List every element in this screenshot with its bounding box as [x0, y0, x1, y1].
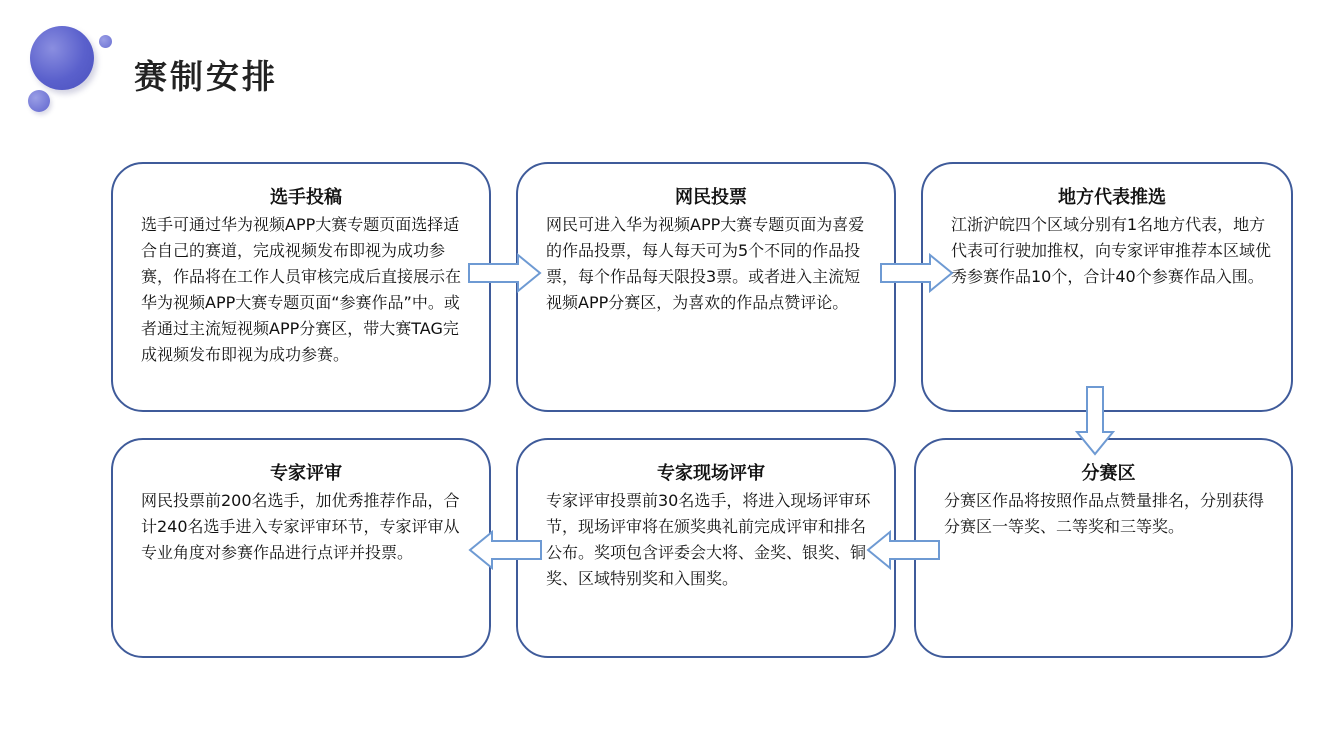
step-description: 选手可通过华为视频APP大赛专题页面选择适合自己的赛道，完成视频发布即视为成功参赛，作品将在工作人员审核完成后直接展示在华为视频APP大赛专题页面“参赛作品”中。或者通过主流短视频APP分赛区，带大赛TAG完成视频发布即视为成功参赛。 [141, 215, 462, 364]
step-description: 专家评审投票前30名选手，将进入现场评审环节，现场评审将在颁奖典礼前完成评审和排名公布。奖项包含评委会大将、金奖、银奖、铜奖、区域特别奖和入围奖。 [546, 491, 871, 588]
decorative-large-circle [30, 26, 94, 90]
step-description: 江浙沪皖四个区域分别有1名地方代表，地方代表可行驶加推权，向专家评审推荐本区域优秀参赛作品10个，合计40个参赛作品入围。 [951, 215, 1272, 286]
step-title: 分赛区 [1081, 463, 1136, 484]
step-title: 网民投票 [675, 187, 747, 208]
step-box-regional-representative [921, 162, 1293, 412]
arrow-left-icon [866, 530, 940, 570]
step-description: 网民投票前200名选手，加优秀推荐作品，合计240名选手进入专家评审环节，专家评审从专业角度对参赛作品进行点评并投票。 [141, 491, 460, 562]
step-box-onsite-expert-review [516, 438, 896, 658]
step-description: 网民可进入华为视频APP大赛专题页面为喜爱的作品投票，每人每天可为5个不同的作品投票，每个作品每天限投3票。或者进入主流短视频APP分赛区，为喜欢的作品点赞评论。 [546, 215, 865, 312]
step-box-expert-review [111, 438, 491, 658]
step-title: 选手投稿 [270, 187, 342, 208]
arrow-right-icon [468, 253, 542, 293]
step-box-contestant-submission [111, 162, 491, 412]
step-description: 分赛区作品将按照作品点赞量排名，分别获得分赛区一等奖、二等奖和三等奖。 [944, 491, 1265, 536]
decorative-medium-circle [28, 90, 50, 112]
step-box-public-vote [516, 162, 896, 412]
step-title: 专家现场评审 [657, 463, 765, 484]
step-box-sub-division [914, 438, 1293, 658]
step-title: 专家评审 [270, 463, 342, 484]
step-title: 地方代表推选 [1058, 187, 1166, 208]
arrow-right-icon [880, 253, 954, 293]
decorative-small-circle [99, 35, 112, 48]
arrow-down-icon [1075, 386, 1115, 456]
arrow-left-icon [468, 530, 542, 570]
page-title: 赛制安排 [134, 57, 278, 96]
